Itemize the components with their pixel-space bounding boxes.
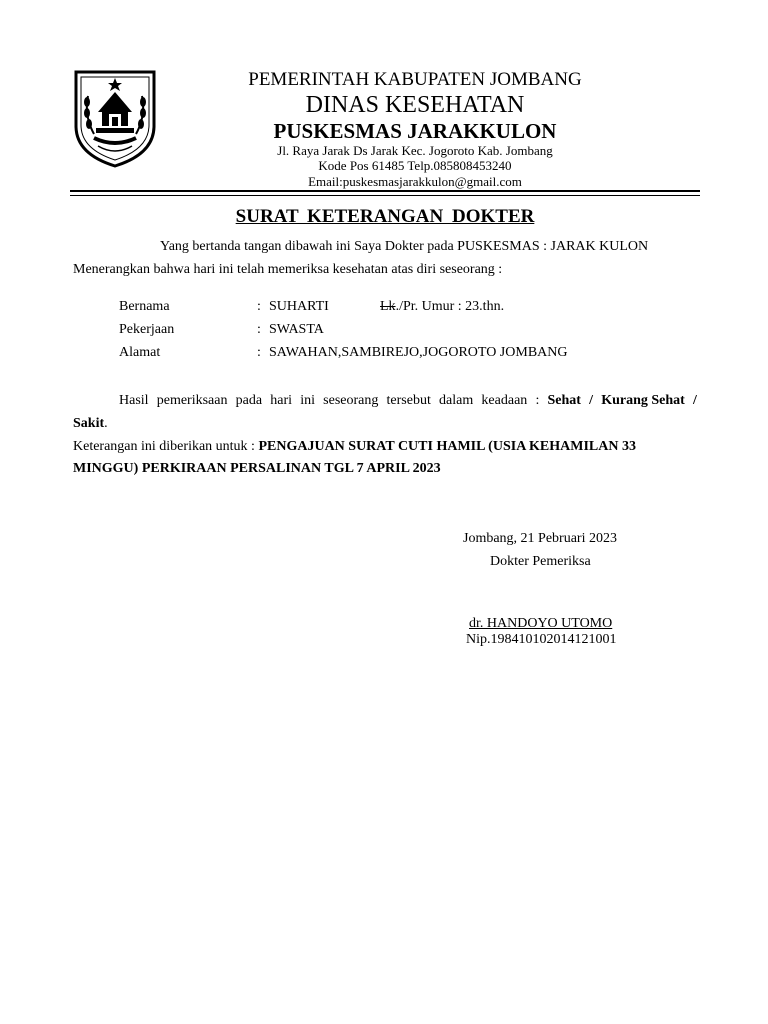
- result-line-1: [119, 394, 697, 408]
- doctor-name: dr. HANDOYO UTOMO: [469, 616, 613, 631]
- purpose-text: PENGAJUAN SURAT CUTI HAMIL (USIA KEHAMILAN 33: [258, 439, 636, 454]
- signer-role: Dokter Pemeriksa: [490, 554, 591, 569]
- name-colon: :: [257, 299, 261, 314]
- job-label: Pekerjaan: [119, 322, 175, 337]
- document-title: SURAT KETERANGAN DOKTER: [235, 206, 535, 227]
- option-less-healthy: Kurang Sehat: [601, 393, 685, 408]
- option-separator: /: [589, 393, 594, 408]
- result-word: tersebut: [386, 393, 431, 408]
- government-heading: PEMERINTAH KABUPATEN JOMBANG: [248, 69, 582, 90]
- purpose-line-1: [73, 440, 636, 454]
- result-word: keadaan: [481, 393, 528, 408]
- intro-line-2: Menerangkan bahwa hari ini telah memeriksa kesehatan atas diri seseorang :: [73, 262, 503, 277]
- place-date: Jombang, 21 Pebruari 2023: [463, 531, 617, 546]
- department-heading: DINAS KESEHATAN: [305, 92, 525, 118]
- patient-address: SAWAHAN,SAMBIREJO,JOGOROTO JOMBANG: [269, 345, 568, 360]
- purpose-line-2: MINGGU) PERKIRAAN PERSALINAN TGL 7 APRIL 2023: [73, 461, 441, 476]
- address-colon: :: [257, 345, 261, 360]
- purpose-prefix: Keterangan ini diberikan untuk :: [73, 439, 259, 454]
- address-label: Alamat: [119, 345, 161, 360]
- patient-name: SUHARTI: [269, 299, 329, 314]
- regency-emblem-logo: [72, 68, 158, 168]
- result-word: :: [535, 393, 540, 408]
- gender-age-field: [380, 300, 504, 314]
- gender-age-text: ./Pr. Umur : 23.thn.: [395, 299, 505, 314]
- result-word: seseorang: [323, 393, 379, 408]
- result-word: hari: [270, 393, 293, 408]
- doctor-nip: Nip.198410102014121001: [466, 632, 617, 647]
- letterhead-divider-thick: [70, 190, 700, 192]
- clinic-name-heading: PUSKESMAS JARAKKULON: [273, 119, 557, 143]
- job-colon: :: [257, 322, 261, 337]
- result-period: .: [104, 416, 108, 431]
- intro-line-1: Yang bertanda tangan dibawah ini Saya Dokter pada PUSKESMAS : JARAK KULON: [160, 239, 649, 254]
- name-label: Bernama: [119, 299, 170, 314]
- patient-job: SWASTA: [269, 322, 324, 337]
- result-line-2: [73, 417, 108, 431]
- result-word: pada: [235, 393, 263, 408]
- result-word: dalam: [439, 393, 474, 408]
- option-separator: /: [693, 393, 697, 408]
- gender-struck-option: Lk: [380, 299, 396, 314]
- letterhead-divider-thin: [70, 195, 700, 196]
- result-word: pemeriksaan: [156, 393, 228, 408]
- clinic-email: Email:puskesmasjarakkulon@gmail.com: [308, 174, 522, 189]
- clinic-address: Jl. Raya Jarak Ds Jarak Kec. Jogoroto Kab. Jombang: [277, 143, 553, 158]
- clinic-postal-phone: Kode Pos 61485 Telp.085808453240: [318, 158, 512, 173]
- result-word: ini: [300, 393, 315, 408]
- option-healthy: Sehat: [547, 393, 581, 408]
- result-word: Hasil: [119, 393, 149, 408]
- option-sick: Sakit: [73, 416, 105, 431]
